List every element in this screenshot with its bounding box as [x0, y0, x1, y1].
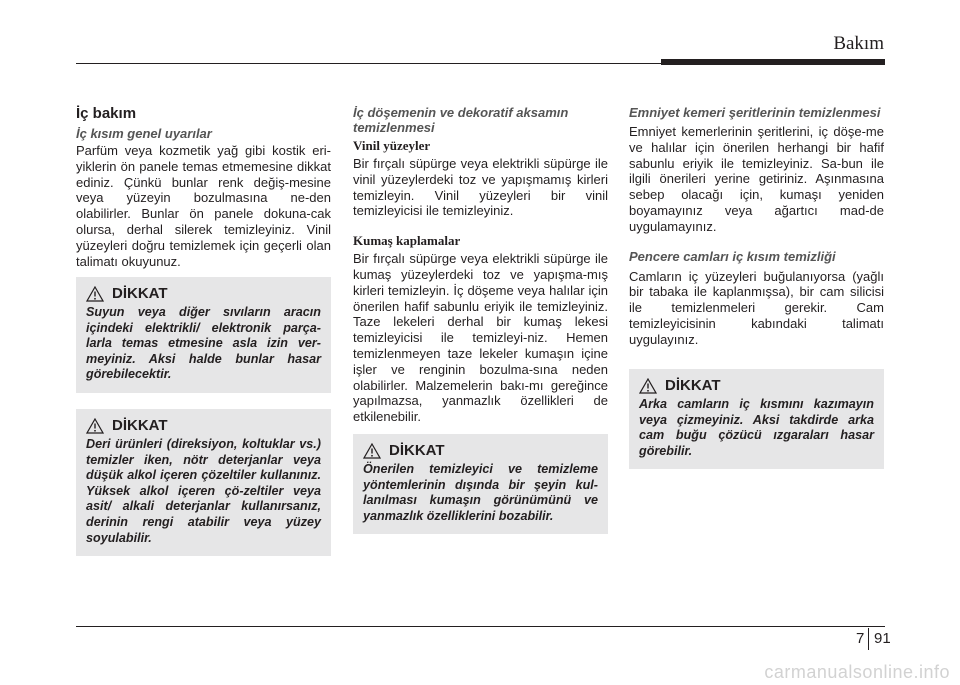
warning-triangle-icon: [86, 418, 104, 434]
warning-title: DİKKAT: [665, 377, 721, 394]
paragraph: Parfüm veya kozmetik yağ gibi kostik eri-yiklerin ön panele temas etmemesine dikkat ediniz. Çünkü bunlar renk değiş-mesine veya yüzeyin bozulmasına ne-den olabilirler. Bunlar ön panele dokuna-cak olursa, derhal silerek temizleyiniz. Vinil yüzeyleri doğru temizlemek için geçerli olan talimatı okuyunuz.: [76, 143, 331, 269]
subheading: İç kısım genel uyarılar: [76, 126, 212, 141]
page-number-divider: [868, 628, 869, 650]
footer-rule: [76, 626, 885, 627]
paragraph: Camların iç yüzeyleri buğulanıyorsa (yağlı bir tabaka ile kaplanmışsa), bir cam silicisi ile temizlenmeleri gerekir. Cam temizleyicisinin kabındaki talimatı uygulayınız.: [629, 268, 884, 347]
subheading: Emniyet kemeri şeritlerinin temizlenmesi: [629, 105, 881, 120]
warning-text: Suyun veya diğer sıvıların aracın içindeki elektrikli/ elektronik parça-larla temas etmesine asla izin ver-meyiniz. Aksi halde bunlar hasar görebilecektir.: [86, 305, 321, 382]
paragraph: Emniyet kemerlerinin şeritlerini, iç döşe-me ve halılar için önerilen herhangi bir hafif sabunlu eriyik ile temizleyiniz. Sa-bun ile ilgili önerileri yerine getiriniz. Aşınmasına sebep olacağı için, kumaşı yeniden boyamayınız veya ağartıcı mad-de uygulamayınız.: [629, 124, 884, 234]
section-heading: İç bakım: [76, 105, 137, 122]
column-1: [76, 100, 331, 279]
warning-triangle-icon: [363, 443, 381, 459]
paragraph: Bir fırçalı süpürge veya elektrikli süpürge ile vinil yüzeylerdeki toz ve yapışmamış kirleri temizleyin. Vinil yüzeyleri bir vinil temizleyicisi ile temizleyiniz.: [353, 156, 608, 219]
subheading-fabric: Kumaş kaplamalar: [353, 233, 461, 249]
watermark: carmanualsonline.info: [764, 662, 950, 682]
warning-text: Önerilen temizleyici ve temizleme yöntemlerinin dışında bir şeyin kul-lanılması kumaşın görünümünü ve yanmazlık özelliklerini bozabilir.: [363, 462, 598, 523]
paragraph: Bir fırçalı süpürge veya elektrikli süpürge ile kumaş yüzeylerdeki toz ve yapışma-mış kirleri temizleyin. İç döşeme veya halılar için önerilen hafif sabunlu eriyik ile temizleyiniz. Taze lekeleri derhal bir kumaş lekesi temizleyicisi ile temizleyi-niz. Hemen temizlenmeyen taze lekeler kumaşın içine işler ve renginin bozulma-sına neden olabilirler. Malzemelerin bakı-mı gereğince yapılmazsa, yanmazlık özellikleri de etkilenebilir.: [353, 251, 608, 425]
warning-text: Deri ürünleri (direksiyon, koltuklar vs.) temizler iken, nötr deterjanlar veya düşük alkol içeren çözeltiler kullanınız. Yüksek alkol içeren çö-zeltiler veya asit/ alkali deterjanlar kullanırsanız, derinin rengi atabilir veya yüzey soyulabilir.: [86, 437, 321, 545]
subheading: İç döşemenin ve dekoratif aksamın temizlenmesi: [353, 105, 569, 135]
warning-box: [76, 277, 331, 393]
chapter-number: 7: [856, 630, 865, 647]
page-number: 91: [874, 630, 891, 647]
warning-box: [353, 434, 608, 534]
warning-text: Arka camların iç kısmını kazımayın veya çizmeyiniz. Aksi takdirde arka cam buğu çözücü ızgaraları hasar görebilir.: [639, 397, 874, 458]
warning-title: DİKKAT: [389, 442, 445, 459]
header-rule-thick: [661, 59, 885, 65]
header-rule: [76, 63, 661, 64]
subheading-vinyl: Vinil yüzeyler: [353, 138, 431, 153]
warning-title: DİKKAT: [112, 417, 168, 434]
warning-box: [76, 409, 331, 556]
subheading: Pencere camları iç kısım temizliği: [629, 248, 836, 264]
column-2: [353, 100, 608, 435]
warning-triangle-icon: [86, 286, 104, 302]
warning-box: [629, 369, 884, 469]
header-title: Bakım: [833, 33, 884, 54]
warning-triangle-icon: [639, 378, 657, 394]
column-3: [629, 100, 884, 358]
warning-title: DİKKAT: [112, 285, 168, 302]
